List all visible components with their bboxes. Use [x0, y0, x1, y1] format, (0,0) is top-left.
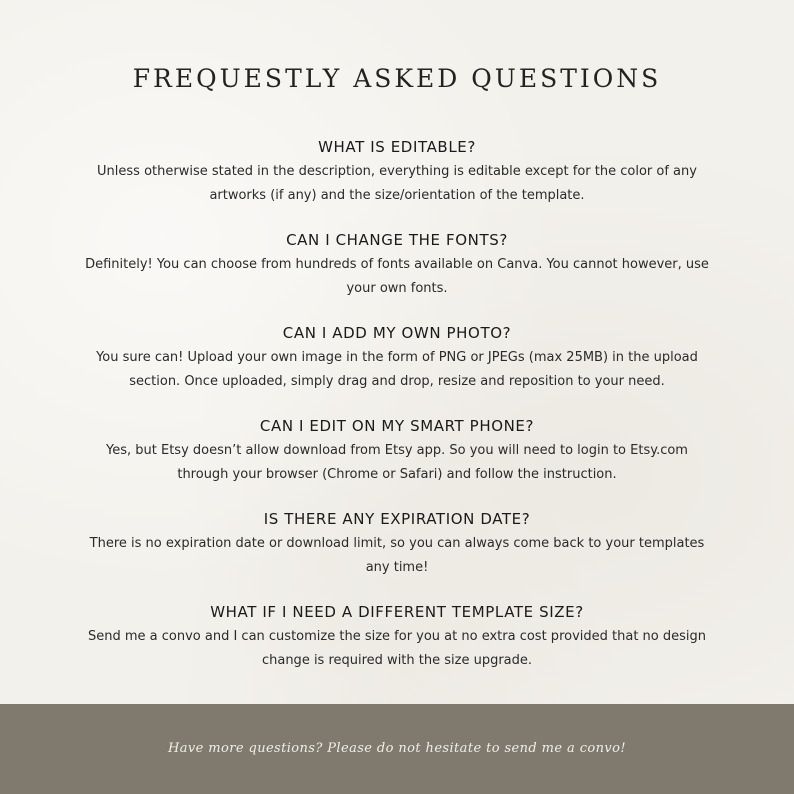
faq-answer: Send me a convo and I can customize the size for you at no extra cost provided that no design change is required with the size upgrade. [87, 629, 706, 668]
faq-question: IS THERE ANY EXPIRATION DATE? [263, 510, 531, 528]
footer-band [0, 704, 794, 794]
faq-answer: There is no expiration date or download limit, so you can always come back to your templates any time! [89, 536, 705, 575]
faq-question: WHAT IF I NEED A DIFFERENT TEMPLATE SIZE? [210, 603, 584, 621]
faq-question: CAN I CHANGE THE FONTS? [286, 231, 508, 249]
faq-item [70, 322, 724, 415]
page-title: FREQUESTLY ASKED QUESTIONS [132, 64, 662, 93]
faq-answer: Yes, but Etsy doesn’t allow download from Etsy app. So you will need to login to Etsy.com through your browser (Chrome or Safari) and follow the instruction. [106, 443, 688, 482]
faq-item [70, 136, 724, 229]
faq-item [70, 229, 724, 322]
faq-answer: Unless otherwise stated in the description, everything is editable except for the color of any artworks (if any) and the size/orientation of the template. [97, 164, 697, 203]
faq-item [70, 415, 724, 508]
faq-answer: You sure can! Upload your own image in the form of PNG or JPEGs (max 25MB) in the upload section. Once uploaded, simply drag and drop, resize and reposition to your need. [96, 350, 698, 389]
faq-item [70, 508, 724, 601]
faq-list [70, 136, 724, 694]
faq-item [70, 601, 724, 694]
faq-answer: Definitely! You can choose from hundreds of fonts available on Canva. You cannot however, use your own fonts. [85, 257, 709, 296]
faq-question: CAN I ADD MY OWN PHOTO? [282, 324, 512, 342]
faq-question: WHAT IS EDITABLE? [318, 138, 476, 156]
footer-message: Have more questions? Please do not hesitate to send me a convo! [168, 741, 626, 756]
faq-question: CAN I EDIT ON MY SMART PHONE? [259, 417, 535, 435]
